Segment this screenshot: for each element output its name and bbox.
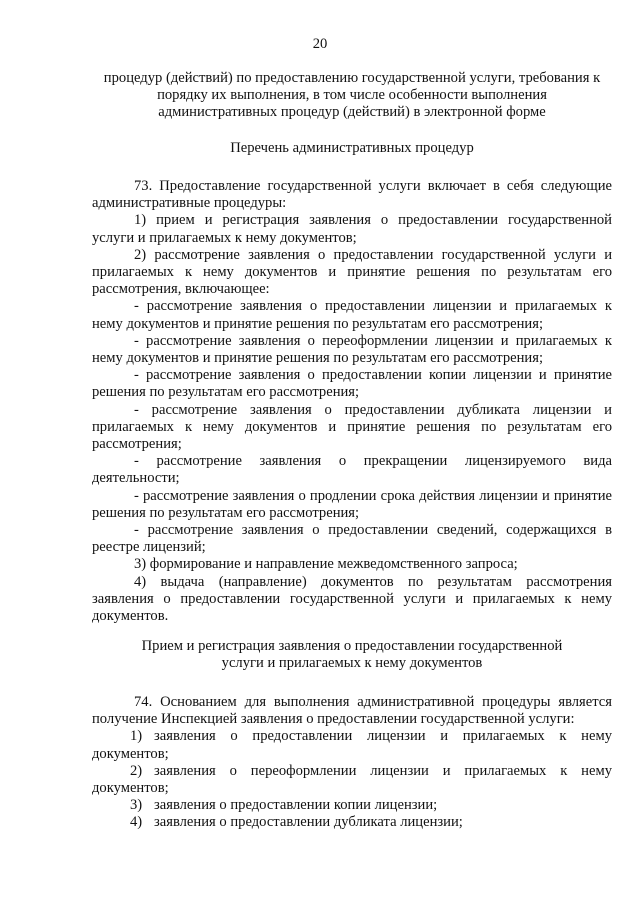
item-text: заявления о предоставлении копии лицензии;	[154, 797, 438, 814]
item-continuation: документов;	[92, 780, 169, 797]
paragraph-intro: 74. Основанием для выполнения административной процедуры является получение Инспекцией заявления о предоставлении государственной услуги:	[92, 694, 612, 728]
subsection-title-line: Прием и регистрация заявления о предоставлении государственной	[141, 638, 563, 654]
subsection-title-line: услуги и прилагаемых к нему документов	[221, 655, 483, 672]
list-item: 1) прием и регистрация заявления о предоставлении государственной услуги и прилагаемых к нему документов;	[92, 212, 612, 246]
page-number: 20	[312, 36, 328, 52]
section-title: Перечень административных процедур	[230, 140, 474, 156]
sub-item: - рассмотрение заявления о предоставлении сведений, содержащихся в реестре лицензий;	[92, 522, 612, 556]
item-text: заявления о переоформлении лицензии и прилагаемых к нему	[154, 762, 612, 779]
section-header	[92, 70, 612, 122]
paragraph-intro: 73. Предоставление государственной услуги включает в себя следующие административные процедуры:	[92, 178, 612, 212]
header-line: порядку их выполнения, в том числе особенности выполнения	[157, 87, 547, 104]
list-item	[92, 763, 612, 780]
item-continuation: документов;	[92, 745, 169, 762]
subsection-title	[92, 638, 612, 672]
sub-item: - рассмотрение заявления о предоставлении дубликата лицензии и прилагаемых к нему документов и принятие решения по результатам его рассмотрения;	[92, 401, 612, 453]
list-item: 2) рассмотрение заявления о предоставлении государственной услуги и прилагаемых к нему документов и принятие решения по результатам его рассмотрения, включающее:	[92, 246, 612, 298]
sub-item: - рассмотрение заявления о предоставлении лицензии и прилагаемых к нему документов и принятие решения по результатам его рассмотрения;	[92, 298, 612, 332]
paragraph-73	[92, 178, 612, 625]
sub-item: - рассмотрение заявления о предоставлении копии лицензии и принятие решения по результатам его рассмотрения;	[92, 367, 612, 401]
list-item	[92, 797, 612, 814]
sub-item: - рассмотрение заявления о продлении срока действия лицензии и принятие решения по результатам его рассмотрения;	[92, 487, 612, 521]
list-item	[92, 728, 612, 745]
item-number: 2)	[130, 762, 143, 779]
header-line: процедур (действий) по предоставлению государственной услуги, требования к	[103, 70, 601, 86]
list-item: 4) выдача (направление) документов по результатам рассмотрения заявления о предоставлении государственной услуги и прилагаемых к нему документов.	[92, 573, 612, 625]
sub-item: - рассмотрение заявления о прекращении лицензируемого вида деятельности;	[92, 453, 612, 487]
item-text: заявления о предоставлении лицензии и прилагаемых к нему	[154, 728, 612, 745]
item-number: 4)	[130, 814, 143, 831]
sub-item: - рассмотрение заявления о переоформлении лицензии и прилагаемых к нему документов и принятие решения по результатам его рассмотрения;	[92, 332, 612, 367]
item-number: 1)	[130, 728, 143, 745]
item-text: заявления о предоставлении дубликата лицензии;	[154, 814, 463, 831]
header-line: административных процедур (действий) в электронной форме	[158, 104, 546, 121]
paragraph-74	[92, 694, 612, 832]
item-number: 3)	[130, 797, 143, 814]
list-item: 3) формирование и направление межведомственного запроса;	[134, 556, 518, 573]
list-item	[92, 814, 612, 831]
